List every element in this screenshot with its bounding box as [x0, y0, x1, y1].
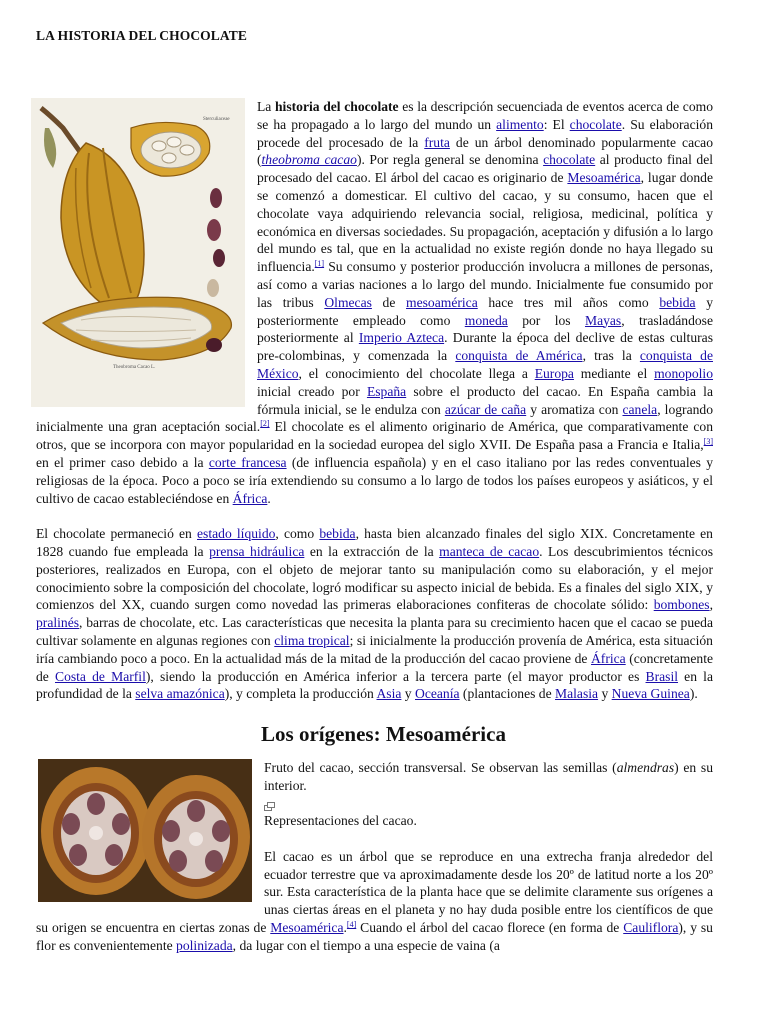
origins-paragraph: El cacao es un árbol que se reproduce en una extrecha franja alrededor del ecuador terrestre que va aproximadamente desde los 20º de latitud norte a los 20º sur. Esta característica de la planta hace que se delimite claramente sus orígenes a unas ciertas áreas en el planeta y no hay duda posible entre los científicos de que su origen se encuentra en ciertas zonas de Mesoamérica.[4] Cuando el árbol del cacao florece (en forma de Cauliflora), y su flor es convenientemente polinizada, da lugar con el tiempo a una especie de vaina (a: [36, 848, 713, 953]
link-manteca-de-cacao[interactable]: manteca de cacao: [439, 543, 540, 559]
ref-1[interactable]: [1]: [314, 259, 325, 269]
cacao-photo: [38, 759, 252, 902]
cacao-cross-section-photo: [38, 759, 252, 902]
ref-2[interactable]: [2]: [260, 419, 270, 429]
para-text: ), siendo la producción en América inferior a la tercera parte (el mayor productor es: [145, 668, 646, 684]
link-bebida[interactable]: bebida: [659, 294, 696, 310]
intro-text: de un árbol denominado popularmente cacao (: [257, 134, 713, 168]
intro-text: al producto final del procesado del cacao. El árbol del cacao es originario de: [257, 152, 713, 186]
illustration-tag: Sterculiaceae: [203, 117, 230, 122]
link-azucar-de-cana[interactable]: azúcar de caña: [444, 401, 527, 417]
link-theobroma-cacao[interactable]: [262, 152, 357, 167]
intro-text: y posteriormente empleado como: [257, 294, 713, 328]
intro-text: sobre el producto del cacao. En España cambia la fórmula inicial, se le endulza con: [257, 383, 713, 417]
link-bebida-2[interactable]: bebida: [319, 526, 356, 542]
link-mesoamerica-2[interactable]: mesoamérica: [406, 294, 478, 310]
link-mesoamerica[interactable]: Mesoamérica: [567, 170, 641, 186]
link-asia[interactable]: Asia: [376, 686, 402, 702]
intro-text: y aromatiza con: [526, 401, 623, 417]
link-selva-amazonica[interactable]: selva amazónica: [135, 686, 225, 702]
intro-text: , tras la: [582, 348, 640, 364]
link-monopolio[interactable]: monopolio: [654, 365, 714, 381]
document-title: LA HISTORIA DEL CHOCOLATE: [36, 28, 247, 43]
intro-text: , logrando inicialmente una gran aceptación social.: [36, 401, 713, 435]
link-europa[interactable]: Europa: [534, 365, 574, 381]
link-mesoamerica-3[interactable]: Mesoamérica: [270, 920, 344, 936]
link-nueva-guinea[interactable]: Nueva Guinea: [611, 686, 690, 702]
link-conquista-america[interactable]: conquista de América: [455, 348, 583, 364]
intro-text: . Durante la época del declive de estas culturas pre-colombinas, y comenzada la: [257, 330, 713, 364]
intro-text: mediante el: [573, 365, 655, 381]
para-text: ; si inicialmente la producción provenía de América, esta situación iría cambiando poco a poco. En la actualidad más de la mitad de la producción del cacao proviene de: [36, 632, 713, 666]
link-corte-francesa[interactable]: corte francesa: [208, 454, 287, 470]
article-body: [36, 98, 713, 972]
link-prensa-hidraulica[interactable]: prensa hidráulica: [209, 543, 305, 559]
link-canela[interactable]: canela: [622, 401, 658, 417]
intro-text: , trasladándose posteriormente al: [257, 312, 714, 346]
intro-text: inicial creado por: [257, 383, 367, 399]
para-text: ).: [689, 686, 698, 702]
link-oceania[interactable]: Oceanía: [415, 686, 460, 702]
intro-text: es la descripción secuenciada de eventos acerca de como se ha propagado a lo largo del mundo un: [257, 99, 713, 132]
enlarge-icon[interactable]: [264, 801, 276, 811]
production-paragraph: [36, 525, 713, 703]
para-text: y: [401, 686, 415, 702]
origins-text: El cacao es un árbol que se reproduce en una extrecha franja alrededor del ecuador terrestre que va aproximadamente desde los 20º de latitud norte a los 20º sur. Esta característica de la planta hace que se delimite claramente sus orígenes a unas ciertas áreas en el planeta y no hay duda posible entre los científicos de que su origen se encuentra en ciertas zonas de: [36, 848, 713, 936]
para-text: (concretamente de: [36, 650, 714, 684]
link-africa-2[interactable]: África: [590, 650, 626, 666]
intro-text: : El: [543, 116, 570, 132]
link-polinizada[interactable]: polinizada: [176, 937, 233, 953]
intro-text: , lugar donde se comenzó a domesticar. El cultivo del cacao, y su consumo, hacen que el chocolate vaya adquiriendo relevancia social, religiosa, medicinal, política y económica en diversas sociedades. Su propagación, aceptación y difusión a lo largo del mundo es tal, que en la actualidad no existe región donde no haya llegado su influencia.: [257, 170, 713, 275]
para-text: , hasta bien alcanzado finales del siglo XIX. Concretamente en 1828 cuando fue empleada la: [36, 526, 713, 559]
intro-text: . Su elaboración procede del procesado de la: [257, 116, 713, 150]
para-text: ), y completa la producción: [224, 686, 377, 702]
para-text: (plantaciones de: [459, 686, 556, 702]
para-text: en la extracción de la: [304, 543, 440, 559]
para-text: , como: [275, 526, 320, 542]
intro-text: , el conocimiento del chocolate llega a: [298, 365, 535, 381]
link-costa-de-marfil[interactable]: Costa de Marfil: [55, 668, 146, 684]
link-chocolate[interactable]: chocolate: [569, 116, 622, 132]
link-alimento[interactable]: alimento: [496, 116, 544, 132]
link-theobroma-cacao-text: theobroma cacao: [261, 152, 357, 168]
intro-text: hace tres mil años como: [477, 294, 660, 310]
intro-bold-term: historia del chocolate: [275, 99, 399, 114]
link-fruta[interactable]: fruta: [424, 134, 450, 150]
cacao-botanical-drawing: [31, 98, 245, 407]
ref-4[interactable]: [4]: [346, 920, 357, 930]
link-pralines[interactable]: pralinés: [36, 615, 80, 631]
origins-text: , da lugar con el tiempo a una especie de vaina (a: [232, 937, 500, 953]
intro-text: Su consumo y posterior producción involucra a millones de personas, así como a varias naciones a lo largo del mundo. Inicialmente fue consumido por las tribus: [257, 259, 713, 310]
para-text: y: [598, 686, 612, 702]
link-malasia[interactable]: Malasia: [555, 686, 599, 702]
caption-text: ) en su interior.: [264, 759, 713, 793]
figure-caption-2: Representaciones del cacao.: [264, 813, 417, 829]
intro-text: de: [371, 294, 407, 310]
link-bombones[interactable]: bombones: [653, 597, 710, 613]
link-clima-tropical[interactable]: clima tropical: [274, 632, 350, 648]
intro-text: La: [257, 99, 275, 114]
para-text: El chocolate permaneció en: [36, 526, 198, 542]
caption-text: Fruto del cacao, sección transversal. Se observan las semillas (: [264, 759, 617, 775]
section-heading: Los orígenes: Mesoamérica: [261, 721, 506, 746]
link-olmecas[interactable]: Olmecas: [324, 294, 372, 310]
para-text: . Los descubrimientos técnicos posteriores, realizados en Europa, con el objeto de mejorar tanto su manipulación como su elaboración, y el mejor conocimiento sobre la composición del chocolate, logró modificar su aspecto inicial de bebida. Es a finales del siglo XIX, y comienzos del XX, cuando surgen como novedad las primeras elaboraciones confiteras de chocolate sólido:: [36, 543, 713, 613]
link-imperio-azteca[interactable]: Imperio Azteca: [358, 330, 445, 346]
origins-text: ), y su flor es convenientemente: [36, 920, 713, 953]
intro-text: por los: [507, 312, 585, 328]
link-chocolate-2[interactable]: chocolate: [543, 152, 596, 168]
link-brasil[interactable]: Brasil: [645, 668, 679, 684]
intro-text: .: [267, 490, 271, 506]
link-cauliflora[interactable]: Cauliflora: [623, 920, 679, 936]
para-text: en la profundidad de la: [36, 668, 713, 702]
link-espana[interactable]: España: [366, 383, 407, 399]
intro-text: en el primer caso debido a la: [36, 454, 209, 470]
intro-text: ). Por regla general se denomina: [356, 152, 544, 168]
para-text: , barras de chocolate, etc. Las características que necesita la planta para su crecimiento hacen que el cacao se pueda cultivar solamente en algunas regiones con: [36, 615, 713, 648]
link-estado-liquido[interactable]: estado líquido: [197, 526, 276, 542]
ref-3[interactable]: [3]: [703, 437, 713, 447]
intro-text: (de influencia española) y en el caso italiano por las redes conventuales y religiosas de la época. Poco a poco se iría extendiendo su consumo a lo largo de todos los países europeos y asiáticos, y el cultivo de cacao estableciéndose en: [36, 454, 713, 506]
illustration-label: Theobroma Cacao L.: [113, 365, 156, 370]
link-mayas[interactable]: Mayas: [584, 312, 622, 328]
link-africa[interactable]: África: [232, 490, 268, 506]
link-moneda[interactable]: moneda: [464, 312, 508, 328]
link-conquista-mexico[interactable]: conquista de México: [257, 348, 713, 381]
origins-text: Cuando el árbol del cacao florece (en forma de: [356, 920, 624, 936]
caption-italic: almendras: [616, 759, 675, 775]
para-text: ,: [709, 597, 713, 613]
intro-text: El chocolate es el alimento originario de América, que comparativamente con otros, que se incorpora con mayor popularidad en la sociedad europea del siglo XVII. De España pasa a Francia e Italia,: [36, 419, 713, 453]
cacao-illustration: [31, 98, 245, 407]
